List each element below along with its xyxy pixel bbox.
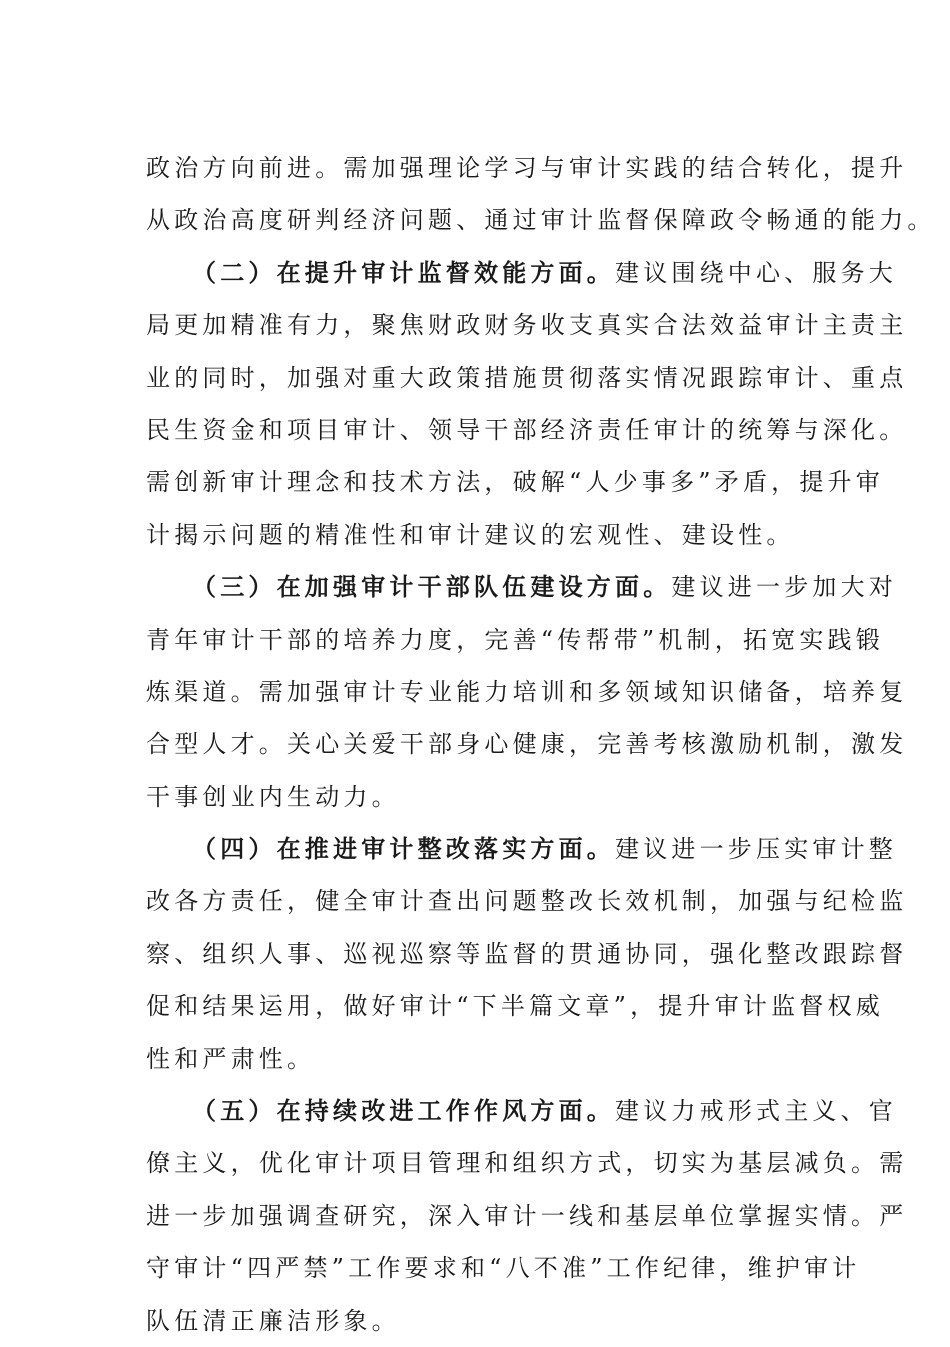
section-heading: （三）在加强审计干部队伍建设方面。 xyxy=(192,572,672,602)
paragraph-line: 守审计“四严禁”工作要求和“八不准”工作纪律，维护审计 xyxy=(146,1254,861,1283)
paragraph-first-line xyxy=(146,247,897,299)
section-heading: （五）在持续改进工作作风方面。 xyxy=(192,1096,615,1126)
section-5-paragraph xyxy=(146,1085,908,1347)
paragraph-line: 促和结果运用，做好审计“下半篇文章”，提升审计监督权威 xyxy=(146,992,884,1021)
section-3-paragraph xyxy=(146,561,908,823)
paragraph-line: 业的同时，加强对重大政策措施贯彻落实情况跟踪审计、重点 xyxy=(146,363,908,392)
paragraph-line: 僚主义，优化审计项目管理和组织方式，切实为基层减负。需 xyxy=(146,1149,908,1178)
section-text: 建议进一步加大对 xyxy=(671,573,898,602)
paragraph-line: 青年审计干部的培养力度，完善“传帮带”机制，拓宽实践锻 xyxy=(146,625,884,654)
section-text: 建议进一步压实审计整 xyxy=(615,835,897,864)
section-4-paragraph xyxy=(146,823,908,1085)
document-page xyxy=(146,142,936,1347)
paragraph-line: 需创新审计理念和技术方法，破解“人少事多”矛盾，提升审 xyxy=(146,468,884,497)
paragraph-first-line xyxy=(146,1085,897,1137)
paragraph-first-line xyxy=(146,561,898,613)
paragraph-line: 政治方向前进。需加强理论学习与审计实践的结合转化，提升 xyxy=(146,154,908,182)
section-2-paragraph xyxy=(146,247,908,561)
section-text: 建议围绕中心、服务大 xyxy=(615,258,897,287)
paragraph-line: 炼渠道。需加强审计专业能力培训和多领域知识储备，培养复 xyxy=(146,677,908,706)
paragraph-line: 从政治高度研判经济问题、通过审计监督保障政令畅通的能力。 xyxy=(146,206,936,235)
paragraph-line: 局更加精准有力，聚焦财政财务收支真实合法效益审计主责主 xyxy=(146,311,908,340)
paragraph-first-line xyxy=(146,823,897,875)
paragraph-line: 性和严肃性。 xyxy=(146,1044,316,1073)
section-heading: （二）在提升审计监督效能方面。 xyxy=(192,257,615,287)
paragraph-line: 改各方责任，健全审计查出问题整改长效机制，加强与纪检监 xyxy=(146,887,908,916)
paragraph-line: 民生资金和项目审计、领导干部经济责任审计的统筹与深化。 xyxy=(146,415,908,444)
section-heading: （四）在推进审计整改落实方面。 xyxy=(192,834,615,864)
paragraph-line: 察、组织人事、巡视巡察等监督的贯通协同，强化整改跟踪督 xyxy=(146,939,908,968)
paragraph-line: 合型人才。关心关爱干部身心健康，完善考核激励机制，激发 xyxy=(146,730,908,759)
paragraph-line: 进一步加强调查研究，深入审计一线和基层单位掌握实情。严 xyxy=(146,1201,908,1230)
paragraph-line: 队伍清正廉洁形象。 xyxy=(146,1306,400,1335)
intro-paragraph xyxy=(146,142,936,247)
paragraph-line: 计揭示问题的精准性和审计建议的宏观性、建设性。 xyxy=(146,520,795,549)
section-text: 建议力戒形式主义、官 xyxy=(615,1097,897,1126)
paragraph-line: 干事创业内生动力。 xyxy=(146,782,400,811)
